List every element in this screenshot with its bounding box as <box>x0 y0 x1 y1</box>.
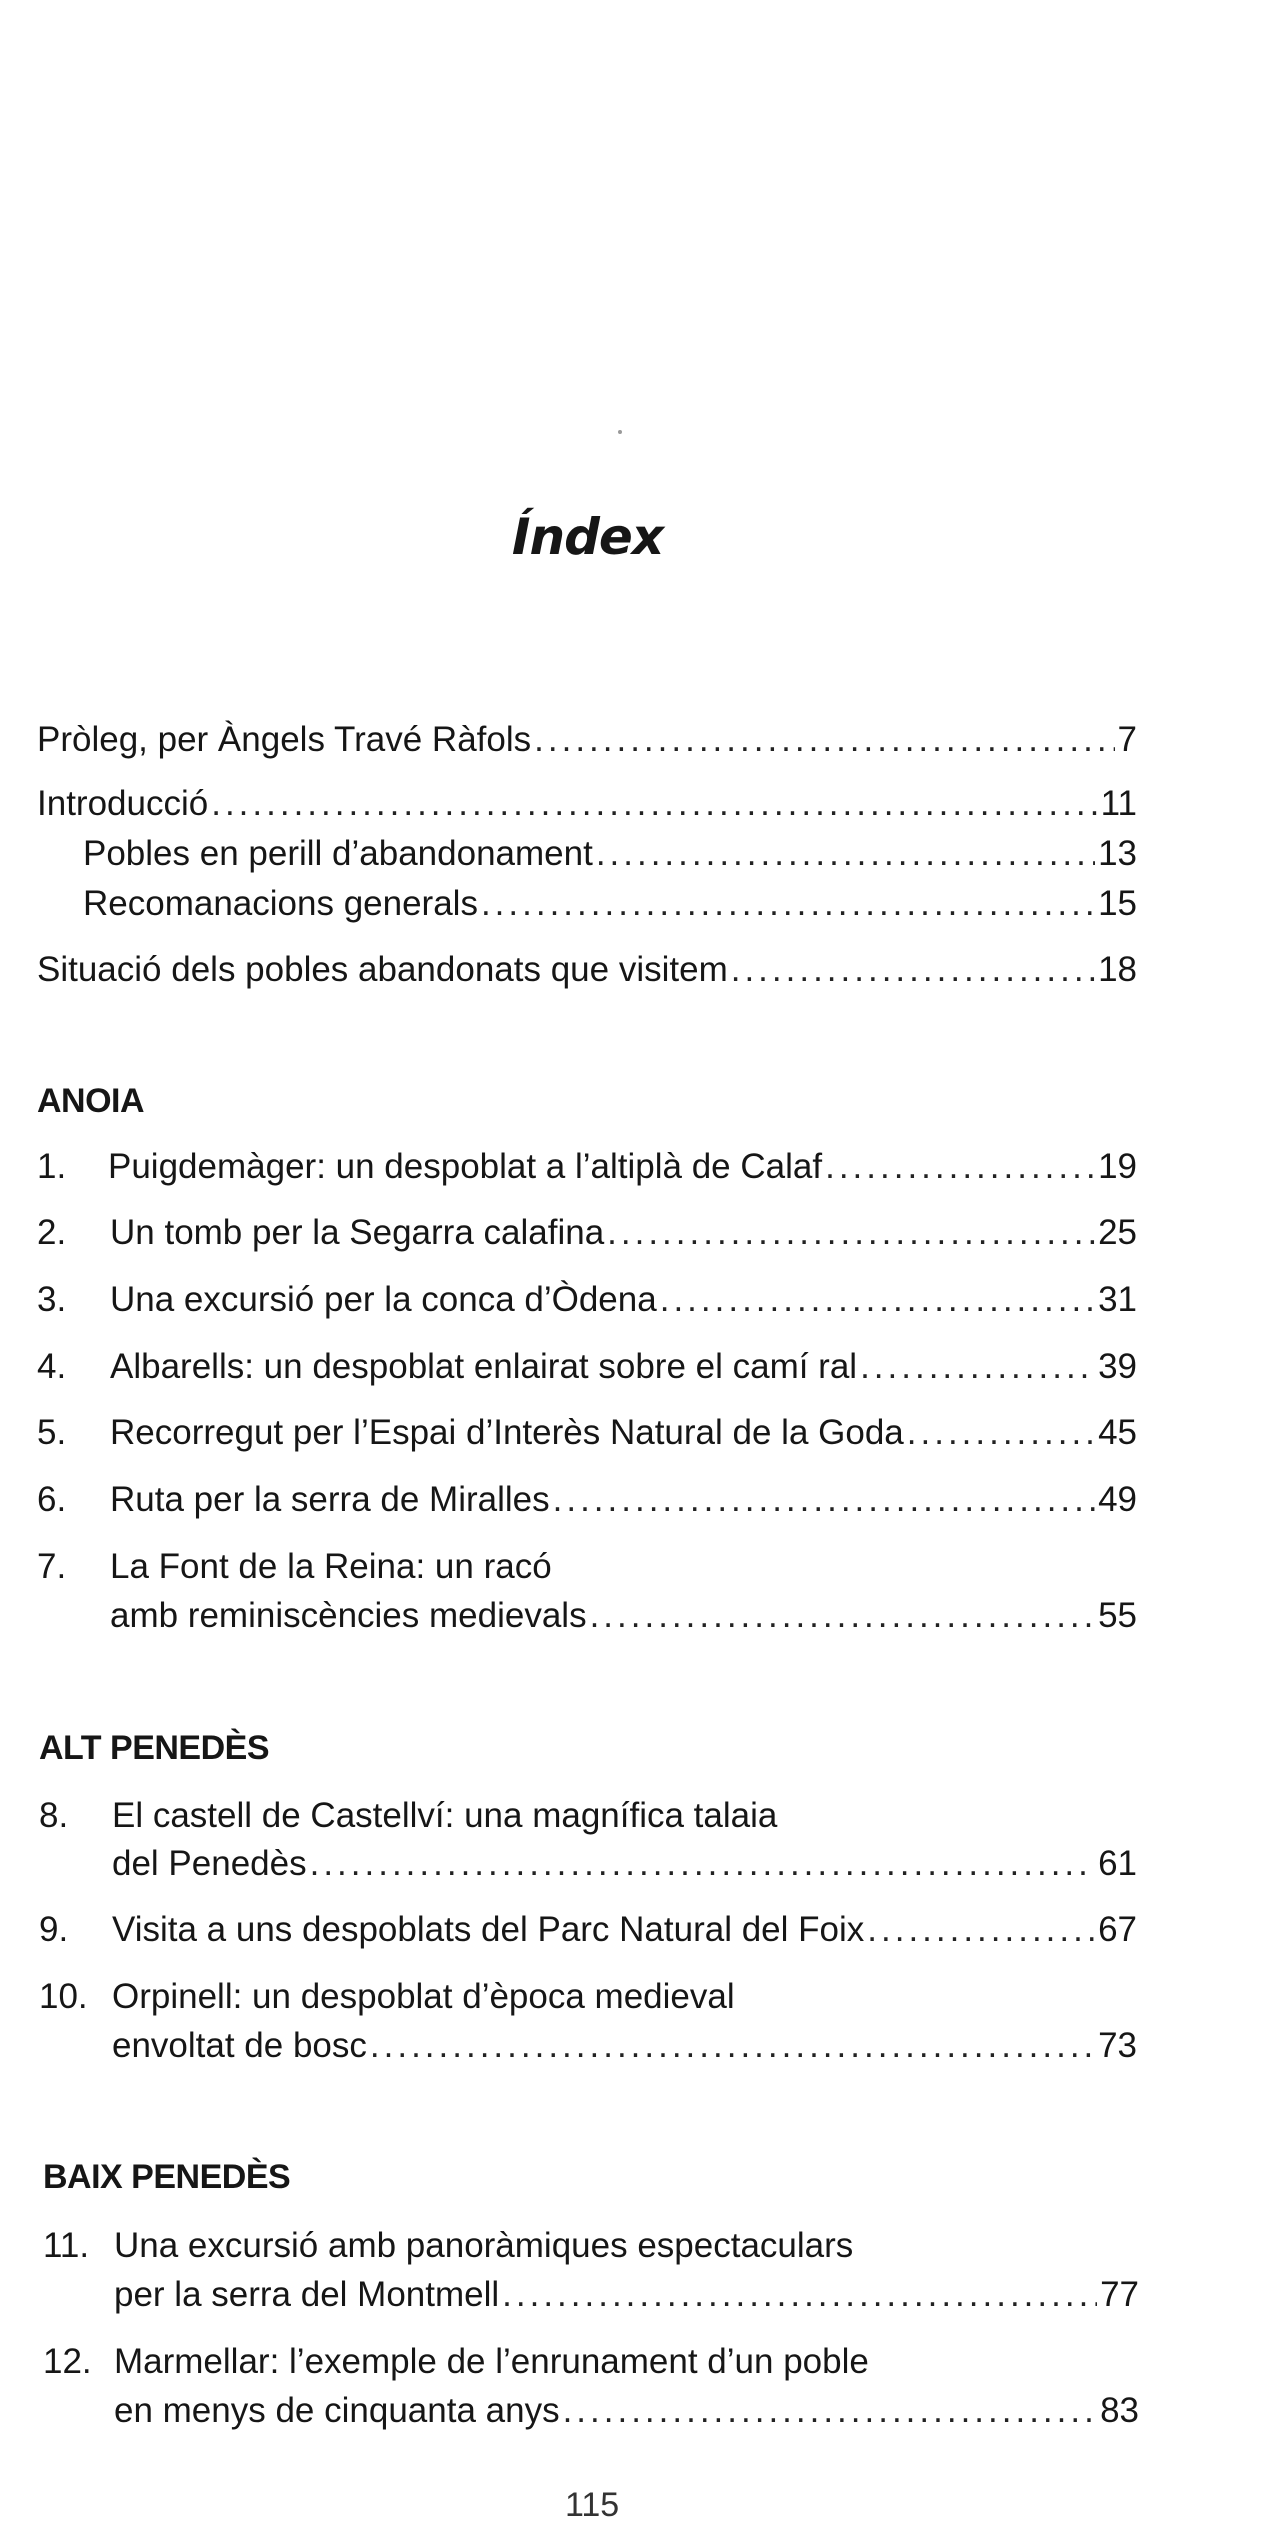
toc-entry <box>112 2024 1137 2068</box>
dot-leader <box>310 1842 1095 1886</box>
dot-leader <box>596 832 1095 876</box>
entry-number: 3. <box>37 1280 67 1319</box>
dot-leader <box>825 1145 1095 1189</box>
toc-entry-title: Introducció <box>37 784 209 823</box>
toc-entry-title: Visita a uns despoblats del Parc Natural del Foix <box>112 1910 865 1949</box>
dot-leader <box>660 1278 1095 1322</box>
dot-leader <box>860 1345 1095 1389</box>
entry-number: 10. <box>39 1977 88 2016</box>
dot-leader <box>867 1908 1095 1952</box>
toc-entry-title: Pobles en perill d’abandonament <box>83 834 593 873</box>
dot-leader <box>502 2273 1097 2317</box>
entry-number: 6. <box>37 1480 67 1519</box>
entry-number: 9. <box>39 1910 69 1949</box>
toc-entry <box>110 1411 1137 1455</box>
toc-entry-situacio <box>37 948 1137 992</box>
toc-page-number: 55 <box>1098 1596 1137 1635</box>
page-number-folio: 115 <box>565 2486 620 2524</box>
entry-number: 11. <box>43 2226 90 2265</box>
toc-page-number: 77 <box>1100 2275 1139 2314</box>
toc-entry-introduccio <box>37 782 1137 826</box>
toc-entry <box>110 1594 1137 1638</box>
toc-entry-title-continued: del Penedès <box>112 1844 307 1883</box>
toc-entry <box>108 1145 1137 1189</box>
entry-number: 2. <box>37 1213 67 1252</box>
toc-entry <box>110 1478 1137 1522</box>
toc-page-number: 18 <box>1098 950 1137 989</box>
entry-number: 12. <box>43 2342 92 2381</box>
toc-page-number: 39 <box>1098 1347 1137 1386</box>
toc-entry-pobles-perill <box>83 832 1137 876</box>
dot-leader <box>553 1478 1095 1522</box>
entry-number: 4. <box>37 1347 67 1386</box>
toc-entry-recomanacions <box>83 882 1137 926</box>
entry-number: 5. <box>37 1413 67 1452</box>
toc-page-number: 19 <box>1098 1147 1137 1186</box>
toc-page-number: 7 <box>1117 720 1137 759</box>
section-heading-anoia: ANOIA <box>37 1082 145 1120</box>
dot-leader <box>481 882 1095 926</box>
toc-page-number: 67 <box>1098 1910 1137 1949</box>
toc-entry-title: Una excursió amb panoràmiques espectaculars <box>114 2226 854 2265</box>
dot-leader <box>534 718 1114 762</box>
toc-entry-title: Marmellar: l’exemple de l’enrunament d’un poble <box>114 2342 869 2381</box>
toc-entry-title: Situació dels pobles abandonats que visitem <box>37 950 728 989</box>
dot-leader <box>590 1594 1095 1638</box>
section-heading-alt-penedes: ALT PENEDÈS <box>39 1729 270 1767</box>
toc-entry-title-continued: envoltat de bosc <box>112 2026 367 2065</box>
toc-entry <box>112 1842 1137 1886</box>
dot-leader <box>607 1211 1095 1255</box>
paper-speck <box>618 430 622 434</box>
toc-page-number: 61 <box>1098 1844 1137 1883</box>
toc-entry-title: Orpinell: un despoblat d’època medieval <box>112 1977 735 2016</box>
toc-entry <box>110 1211 1137 1255</box>
toc-entry-title-continued: amb reminiscències medievals <box>110 1596 587 1635</box>
toc-page-number: 15 <box>1098 884 1137 923</box>
toc-entry-title: Puigdemàger: un despoblat a l’altiplà de Calaf <box>108 1147 823 1186</box>
toc-page-number: 13 <box>1098 834 1137 873</box>
toc-entry-title: Recomanacions generals <box>83 884 478 923</box>
toc-entry-title-continued: per la serra del Montmell <box>114 2275 500 2314</box>
entry-number: 7. <box>37 1547 67 1586</box>
toc-entry <box>112 1908 1137 1952</box>
toc-page-number: 45 <box>1098 1413 1137 1452</box>
toc-page-number: 25 <box>1098 1213 1137 1252</box>
toc-entry-title: Pròleg, per Àngels Travé Ràfols <box>37 720 532 759</box>
toc-entry-title-continued: en menys de cinquanta anys <box>114 2391 560 2430</box>
toc-entry-title: El castell de Castellví: una magnífica talaia <box>112 1796 778 1835</box>
toc-page-number: 11 <box>1100 784 1137 823</box>
entry-number: 1. <box>37 1147 67 1186</box>
entry-number: 8. <box>39 1796 69 1835</box>
toc-entry-title: Una excursió per la conca d’Òdena <box>110 1280 657 1319</box>
toc-entry <box>110 1278 1137 1322</box>
dot-leader <box>907 1411 1095 1455</box>
toc-entry-title: Un tomb per la Segarra calafina <box>110 1213 605 1252</box>
toc-entry <box>114 2273 1139 2317</box>
toc-entry <box>114 2389 1139 2433</box>
toc-page-number: 73 <box>1098 2026 1137 2065</box>
toc-entry-title: Albarells: un despoblat enlairat sobre el camí ral <box>110 1347 858 1386</box>
toc-entry-title: Recorregut per l’Espai d’Interès Natural de la Goda <box>110 1413 904 1452</box>
page-title: Índex <box>511 508 664 566</box>
dot-leader <box>370 2024 1095 2068</box>
toc-entry-proleg <box>37 718 1137 762</box>
toc-entry <box>110 1345 1137 1389</box>
toc-page-number: 49 <box>1098 1480 1137 1519</box>
toc-entry-title: Ruta per la serra de Miralles <box>110 1480 550 1519</box>
section-heading-baix-penedes: BAIX PENEDÈS <box>43 2158 291 2196</box>
dot-leader <box>563 2389 1097 2433</box>
toc-entry-title: La Font de la Reina: un racó <box>110 1547 552 1586</box>
dot-leader <box>211 782 1097 826</box>
toc-page-number: 31 <box>1098 1280 1137 1319</box>
toc-page-number: 83 <box>1100 2391 1139 2430</box>
dot-leader <box>731 948 1095 992</box>
